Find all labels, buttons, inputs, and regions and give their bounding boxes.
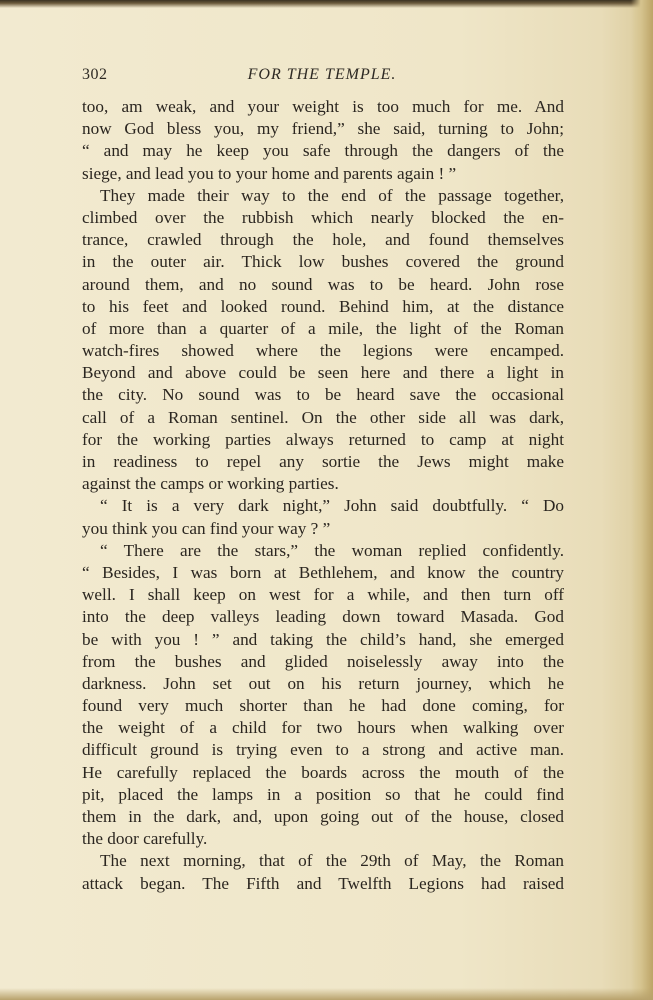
text-line-23: well. I shall keep on west for a while, and then turn off xyxy=(82,585,564,605)
text-line-8: in the outer air. Thick low bushes covered the ground xyxy=(82,252,564,272)
body-text xyxy=(82,96,564,895)
page-top-edge xyxy=(0,0,653,8)
text-line-36: attack began. The Fifth and Twelfth Legions had raised xyxy=(82,873,564,893)
text-line-32: pit, placed the lamps in a position so that he could find xyxy=(82,784,564,804)
text-line-9: around them, and no sound was to be heard. John rose xyxy=(82,274,564,294)
text-line-26: from the bushes and glided noiselessly away into the xyxy=(82,651,564,671)
text-line-24: into the deep valleys leading down toward Masada. God xyxy=(82,607,564,627)
text-line-15: call of a Roman sentinel. On the other side all was dark, xyxy=(82,407,564,427)
text-line-12: watch-fires showed where the legions were encamped. xyxy=(82,341,564,361)
text-line-34: the door carefully. xyxy=(82,829,208,849)
text-line-13: Beyond and above could be seen here and there a light in xyxy=(82,363,564,383)
text-line-18: against the camps or working parties. xyxy=(82,474,339,494)
running-head xyxy=(82,66,562,88)
text-line-16: for the working parties always returned to camp at night xyxy=(82,429,564,449)
text-line-30: difficult ground is trying even to a strong and active man. xyxy=(82,740,564,760)
text-line-7: trance, crawled through the hole, and found themselves xyxy=(82,230,564,250)
text-line-29: the weight of a child for two hours when walking over xyxy=(82,718,564,738)
text-line-1: too, am weak, and your weight is too much for me. And xyxy=(82,97,564,116)
text-line-3: “ and may he keep you safe through the dangers of the xyxy=(82,141,564,161)
text-line-10: to his feet and looked round. Behind him, at the distance xyxy=(82,296,564,316)
book-title: FOR THE TEMPLE. xyxy=(247,66,397,83)
page-number: 302 xyxy=(82,66,108,83)
text-line-35: The next morning, that of the 29th of May, the Roman xyxy=(100,851,564,871)
text-line-20: you think you can find your way ? ” xyxy=(82,518,331,538)
text-line-14: the city. No sound was to be heard save the occasional xyxy=(82,385,564,405)
text-line-28: found very much shorter than he had done coming, for xyxy=(82,696,564,716)
text-line-5: They made their way to the end of the passage together, xyxy=(100,185,564,205)
text-line-19: “ It is a very dark night,” John said doubtfully. “ Do xyxy=(100,496,564,516)
page-right-edge xyxy=(631,0,653,1000)
text-line-6: climbed over the rubbish which nearly blocked the en- xyxy=(82,207,564,227)
text-line-33: them in the dark, and, upon going out of the house, closed xyxy=(82,807,564,826)
text-line-2: now God bless you, my friend,” she said, turning to John; xyxy=(82,119,564,139)
text-line-22: “ Besides, I was born at Bethlehem, and know the country xyxy=(82,562,564,582)
text-line-31: He carefully replaced the boards across the mouth of the xyxy=(82,762,564,782)
text-line-27: darkness. John set out on his return journey, which he xyxy=(82,673,564,693)
text-line-17: in readiness to repel any sortie the Jews might make xyxy=(82,452,564,471)
text-line-4: siege, and lead you to your home and parents again ! ” xyxy=(82,163,457,183)
text-line-25: be with you ! ” and taking the child’s hand, she emerged xyxy=(82,629,564,649)
page-bottom-edge xyxy=(0,988,653,1000)
text-line-11: of more than a quarter of a mile, the light of the Roman xyxy=(82,318,564,338)
text-line-21: “ There are the stars,” the woman replied confidently. xyxy=(100,540,564,560)
